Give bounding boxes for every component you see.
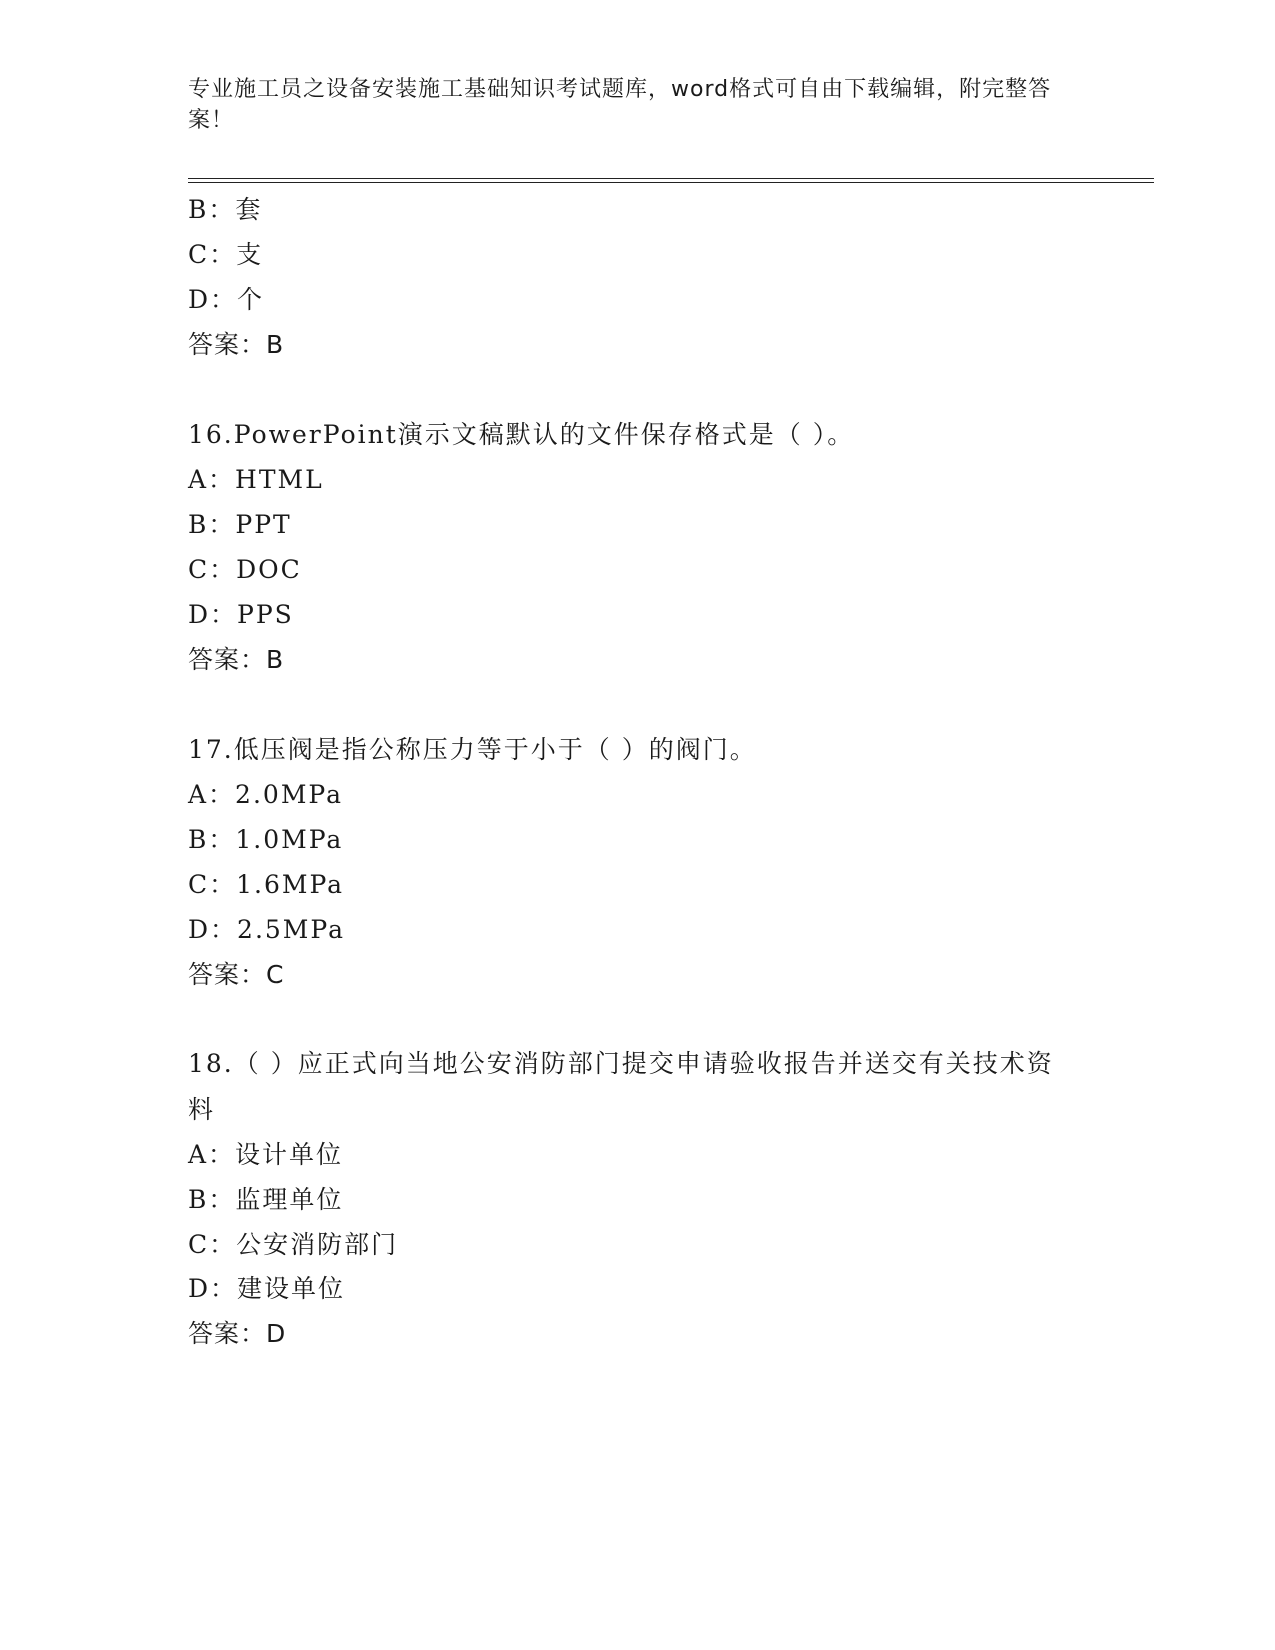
q17-option-b: B：1.0MPa (188, 825, 344, 854)
document-header: 专业施工员之设备安装施工基础知识考试题库，word格式可自由下载编辑，附完整答案！ (188, 77, 1052, 133)
q18-answer: 答案：D (188, 1319, 287, 1348)
header-divider-top (188, 178, 1154, 179)
q18-option-c: C：公安消防部门 (188, 1230, 399, 1259)
q16-question: 16.PowerPoint演示文稿默认的文件保存格式是（ ）。 (188, 420, 855, 449)
q17-option-d: D：2.5MPa (188, 915, 346, 944)
q15-option-d: D：个 (188, 285, 265, 314)
q17-option-a: A：2.0MPa (188, 780, 344, 809)
q18-option-a: A：设计单位 (188, 1140, 344, 1169)
q17-answer: 答案：C (188, 960, 285, 989)
q16-option-a: A：HTML (188, 465, 324, 494)
q18-question: 18.（ ）应正式向当地公安消防部门提交申请验收报告并送交有关技术资料 (188, 1049, 1054, 1124)
q15-option-c: C：支 (188, 240, 264, 269)
q17-option-c: C：1.6MPa (188, 870, 345, 899)
q16-answer: 答案：B (188, 645, 285, 674)
q18-option-b: B：监理单位 (188, 1185, 344, 1214)
q17-question: 17.低压阀是指公称压力等于小于（ ）的阀门。 (188, 735, 757, 764)
q15-option-b: B：套 (188, 195, 263, 224)
q18-option-d: D：建设单位 (188, 1274, 346, 1303)
q16-option-d: D：PPS (188, 600, 294, 629)
header-divider-bottom (188, 182, 1154, 183)
q16-option-c: C：DOC (188, 555, 302, 584)
q16-option-b: B：PPT (188, 510, 292, 539)
q15-answer: 答案：B (188, 330, 285, 359)
